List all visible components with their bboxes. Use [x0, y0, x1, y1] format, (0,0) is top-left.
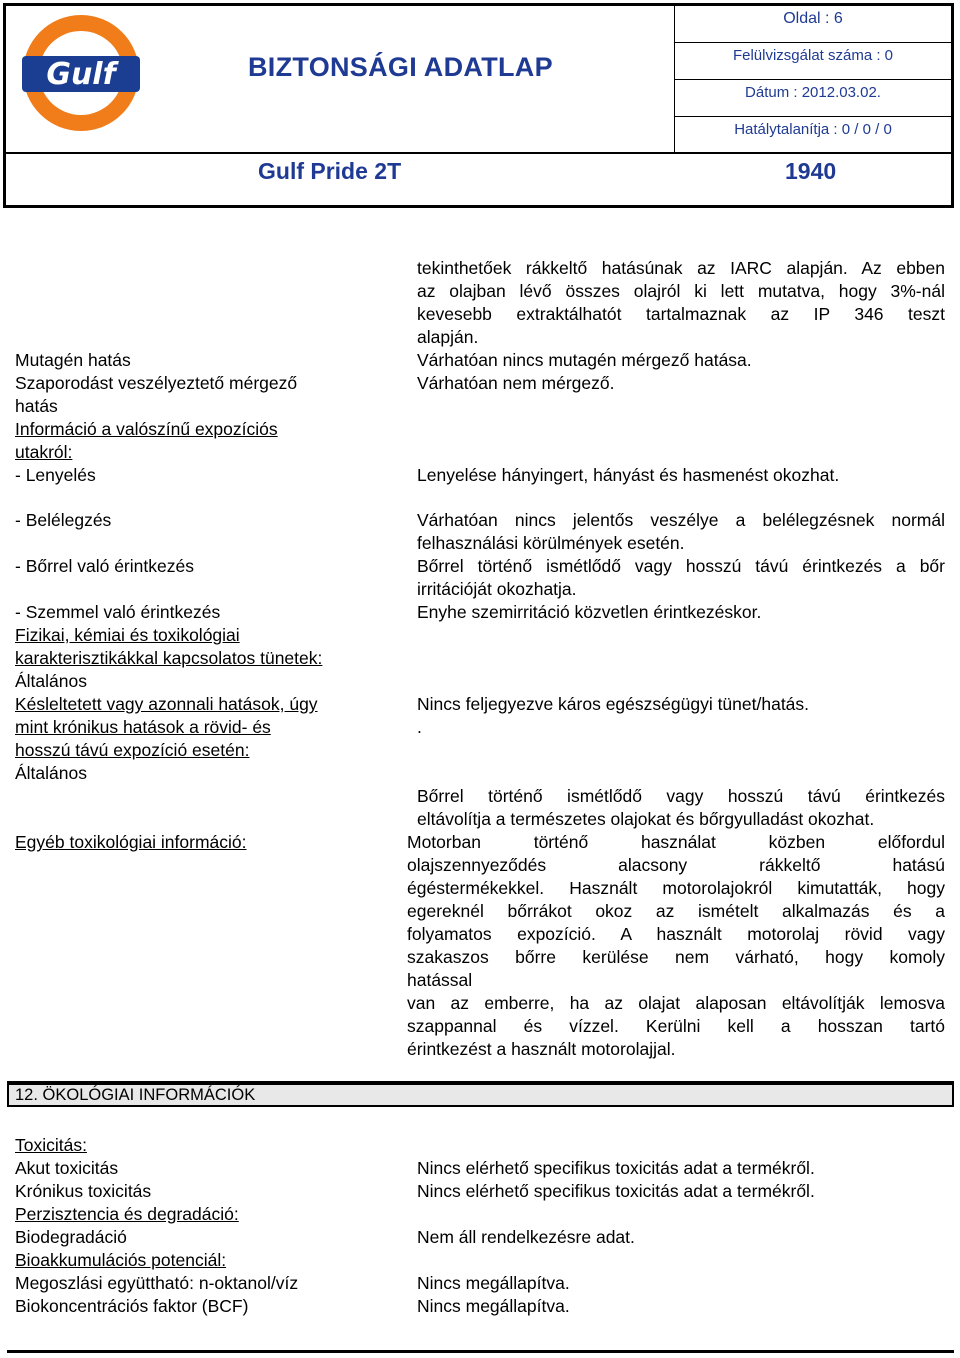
other-tox-value	[407, 831, 945, 1061]
text-line: kevesebb extraktálhatót tartalmaznak az IP 346 teszt	[417, 304, 945, 324]
exposure-heading: utakról:	[15, 442, 73, 462]
text-line: hatással	[407, 970, 473, 990]
inhalation-value	[417, 509, 945, 532]
text-line: tekinthetőek rákkeltő hatásúnak az IARC alapján. Az ebben	[417, 258, 945, 278]
text-line: érintkezést a használt motorolajjal.	[407, 1039, 676, 1059]
other-tox-heading: Egyéb toxikológiai információ:	[15, 832, 247, 852]
header-divider	[6, 152, 951, 154]
delayed-value: Nincs feljegyezve káros egészségügyi tünet/hatás.	[417, 694, 810, 714]
text-line: égéstermékekkel. Használt motorolajokról kimutatták, hogy	[407, 878, 945, 898]
repro-label: Szaporodást veszélyeztető mérgező	[15, 373, 298, 393]
chronic-value: Nincs elérhető specifikus toxicitás adat a termékről.	[417, 1181, 815, 1201]
footer-rule	[7, 1350, 954, 1353]
skin-value	[417, 555, 945, 578]
text-line: Motorban történő használat közben előfordul	[407, 832, 945, 852]
eye-value: Enyhe szemirritáció közvetlen érintkezéskor.	[417, 602, 762, 622]
skin-label: - Bőrrel való érintkezés	[15, 556, 194, 576]
document-title: BIZTONSÁGI ADATLAP	[248, 52, 553, 82]
symptoms-heading: Fizikai, kémiai és toxikológiai	[15, 625, 240, 645]
acute-label: Akut toxicitás	[15, 1158, 119, 1178]
text-line: az olajban lévő összes olajról ki lett mutatva, hogy 3%-nál	[417, 281, 945, 301]
text-line: Bőrrel történő ismétlődő vagy hosszú távú érintkezés	[417, 786, 945, 806]
symptoms-heading: karakterisztikákkal kapcsolatos tünetek:	[15, 648, 323, 668]
text-line: folyamatos expozíció. A használt motorolaj rövid vagy	[407, 924, 945, 944]
delayed-heading: mint krónikus hatások a rövid- és	[15, 717, 271, 737]
document-date: Dátum : 2012.03.02.	[745, 84, 881, 101]
mutagen-label: Mutagén hatás	[15, 350, 131, 370]
bcf-value: Nincs megállapítva.	[417, 1296, 570, 1316]
revision-number: Felülvizsgálat száma : 0	[732, 47, 894, 64]
partition-label: Megoszlási együttható: n-oktanol/víz	[15, 1273, 299, 1293]
skin-value: irritációját okozhatja.	[417, 579, 577, 599]
exposure-heading: Információ a valószínű expozíciós	[15, 419, 278, 439]
inhalation-value: felhasználási körülmények esetén.	[417, 533, 685, 553]
text-line: van az emberre, ha az olajat alaposan eltávolítják lemosva	[407, 993, 945, 1013]
product-code: 1940	[785, 158, 837, 184]
delayed-heading: hosszú távú expozíció esetén:	[15, 740, 250, 760]
partition-value: Nincs megállapítva.	[417, 1273, 570, 1293]
header-divider	[674, 79, 951, 80]
delayed-value-dot: .	[417, 717, 422, 737]
acute-value: Nincs elérhető specifikus toxicitás adat a termékről.	[417, 1158, 815, 1178]
eye-label: - Szemmel való érintkezés	[15, 602, 221, 622]
persistence-heading: Perzisztencia és degradáció:	[15, 1204, 239, 1224]
section-title: 12. ÖKOLÓGIAI INFORMÁCIÓK	[15, 1086, 256, 1104]
biodeg-value: Nem áll rendelkezésre adat.	[417, 1227, 635, 1247]
section-12-header	[7, 1083, 954, 1107]
mutagen-value: Várhatóan nincs mutagén mérgező hatása.	[417, 350, 752, 370]
ingestion-value: Lenyelése hányingert, hányást és hasmenést okozhat.	[417, 465, 840, 485]
text-line: egereknél bőrrákot okoz az ismételt alkalmazás és a	[407, 901, 945, 921]
gulf-logo	[22, 14, 140, 132]
general-label: Általános	[15, 763, 87, 783]
supersedes: Hatálytalanítja : 0 / 0 / 0	[734, 121, 892, 138]
general-label: Általános	[15, 671, 87, 691]
biodeg-label: Biodegradáció	[15, 1227, 127, 1247]
toxicity-heading: Toxicitás:	[15, 1135, 87, 1155]
text-line: Bőrrel történő ismétlődő vagy hosszú távú érintkezés a bőr	[417, 556, 945, 576]
chronic-label: Krónikus toxicitás	[15, 1181, 152, 1201]
inhalation-label: - Belélegzés	[15, 510, 112, 530]
general-value: eltávolítja a természetes olajokat és bőrgyulladást okozhat.	[417, 809, 875, 829]
bcf-label: Biokoncentrációs faktor (BCF)	[15, 1296, 249, 1316]
text-line: szakaszos bőrre kerülése nem várható, hogy komoly	[407, 947, 945, 967]
header-divider	[674, 42, 951, 43]
svg-text:Gulf: Gulf	[46, 57, 116, 92]
text-line: Várhatóan nincs jelentős veszélye a belélegzésnek normál	[417, 510, 945, 530]
text-line: olajszennyeződés alacsony rákkeltő hatású	[407, 855, 945, 875]
repro-label: hatás	[15, 396, 58, 416]
header-divider	[674, 116, 951, 117]
text-line: alapján.	[417, 327, 479, 347]
repro-value: Várhatóan nem mérgező.	[417, 373, 615, 393]
product-name: Gulf Pride 2T	[258, 158, 402, 184]
page-number: Oldal : 6	[783, 10, 843, 27]
carcinogen-continuation	[417, 257, 945, 349]
delayed-heading: Késleltetett vagy azonnali hatások, úgy	[15, 694, 318, 714]
bioacc-heading: Bioakkumulációs potenciál:	[15, 1250, 227, 1270]
text-line: szappannal és vízzel. Kerülni kell a hosszan tartó	[407, 1016, 945, 1036]
general-value	[417, 785, 945, 808]
ingestion-label: - Lenyelés	[15, 465, 96, 485]
